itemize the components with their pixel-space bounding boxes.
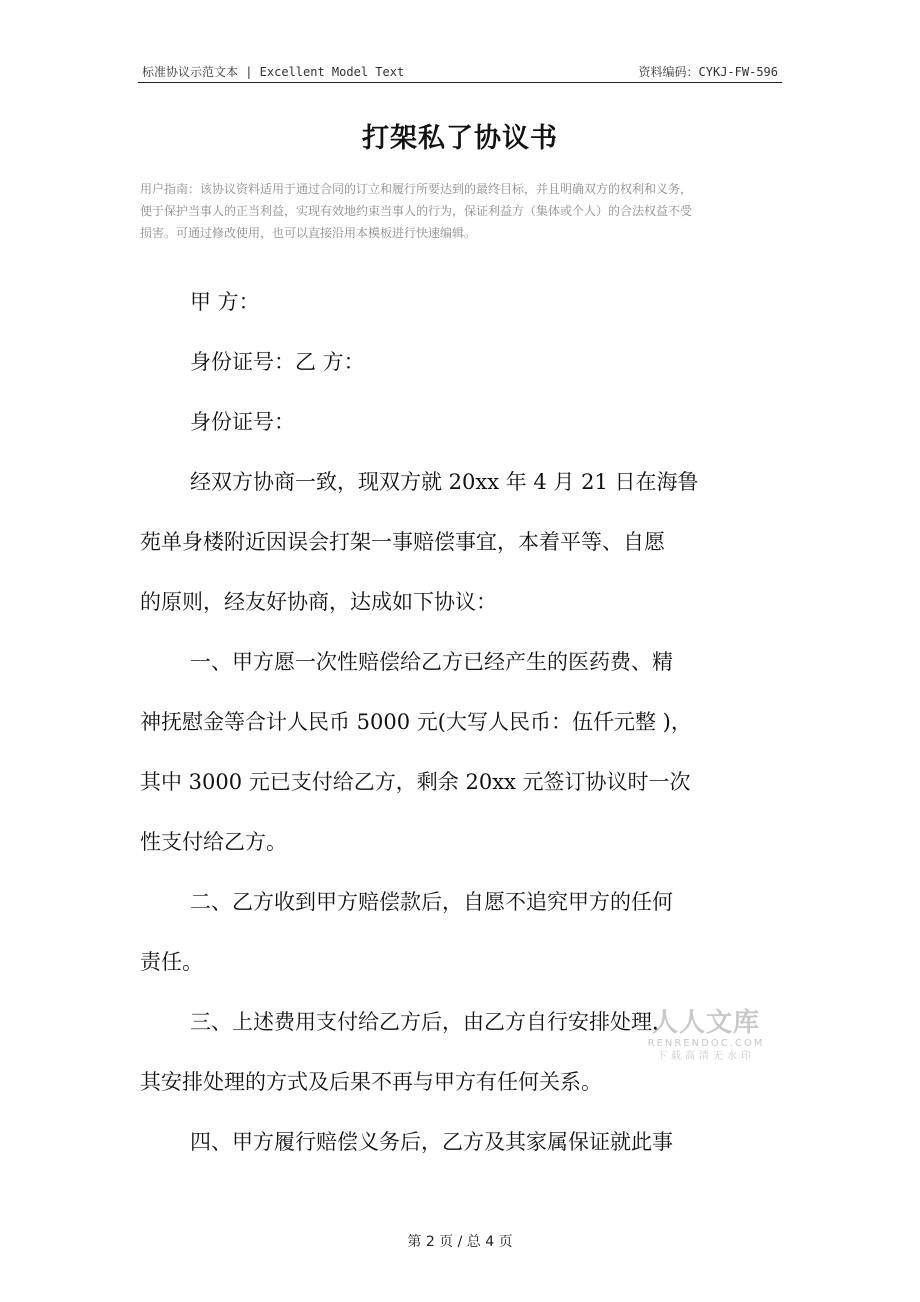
- clause-2-line: 责任。: [140, 950, 203, 974]
- paragraph-line: 经双方协商一致，现双方就 20xx 年 4 月 21 日在海鲁: [190, 470, 699, 494]
- party-a-line: 甲 方：: [190, 290, 260, 314]
- watermark-sub: 下载高清无水印: [657, 1051, 755, 1062]
- clause-3-line: 三、上述费用支付给乙方后，由乙方自行安排处理，: [190, 1010, 673, 1034]
- header-doc-code: 资料编码：CYKJ-FW-596: [638, 65, 778, 79]
- watermark-en: RENRENDOC.COM: [647, 1038, 765, 1049]
- watermark-cn: 人人文库: [651, 1008, 760, 1038]
- paragraph-line: 的原则，经友好协商，达成如下协议：: [140, 590, 497, 614]
- clause-1-line: 其中 3000 元已支付给乙方，剩余 20xx 元签订协议时一次: [140, 770, 691, 794]
- guide-line: 用户指南：该协议资料适用于通过合同的订立和履行所要达到的最终目标，并且明确双方的权利和义务，: [140, 182, 693, 196]
- id-party-b-line: 身份证号：乙 方：: [190, 350, 365, 374]
- id-line: 身份证号：: [190, 410, 295, 434]
- clause-4-line: 四、甲方履行赔偿义务后，乙方及其家属保证就此事: [190, 1130, 673, 1154]
- document-title: 打架私了协议书: [362, 123, 558, 154]
- clause-1-line: 神抚慰金等合计人民币 5000 元(大写人民币：伍仟元整 )，: [140, 710, 692, 734]
- paragraph-line: 苑单身楼附近因误会打架一事赔偿事宜，本着平等、自愿: [140, 530, 665, 554]
- clause-3-line: 其安排处理的方式及后果不再与甲方有任何关系。: [140, 1070, 602, 1094]
- clause-1-line: 性支付给乙方。: [140, 830, 287, 854]
- clause-1-line: 一、甲方愿一次性赔偿给乙方已经产生的医药费、精: [190, 650, 673, 674]
- user-guide: [140, 178, 784, 244]
- guide-line: 便于保护当事人的正当利益，实现有效地约束当事人的行为，保证利益方（集体或个人）的合法权益不受: [140, 204, 693, 218]
- clause-2-line: 二、乙方收到甲方赔偿款后，自愿不追究甲方的任何: [190, 890, 673, 914]
- page-header: [138, 62, 782, 83]
- header-doc-type: 标准协议示范文本 | Excellent Model Text: [142, 65, 405, 79]
- guide-line: 损害。可通过修改使用，也可以直接沿用本模板进行快速编辑。: [140, 226, 477, 240]
- page-number: 第 2 页 / 总 4 页: [407, 1234, 513, 1250]
- renrendoc-watermark: [636, 1008, 776, 1064]
